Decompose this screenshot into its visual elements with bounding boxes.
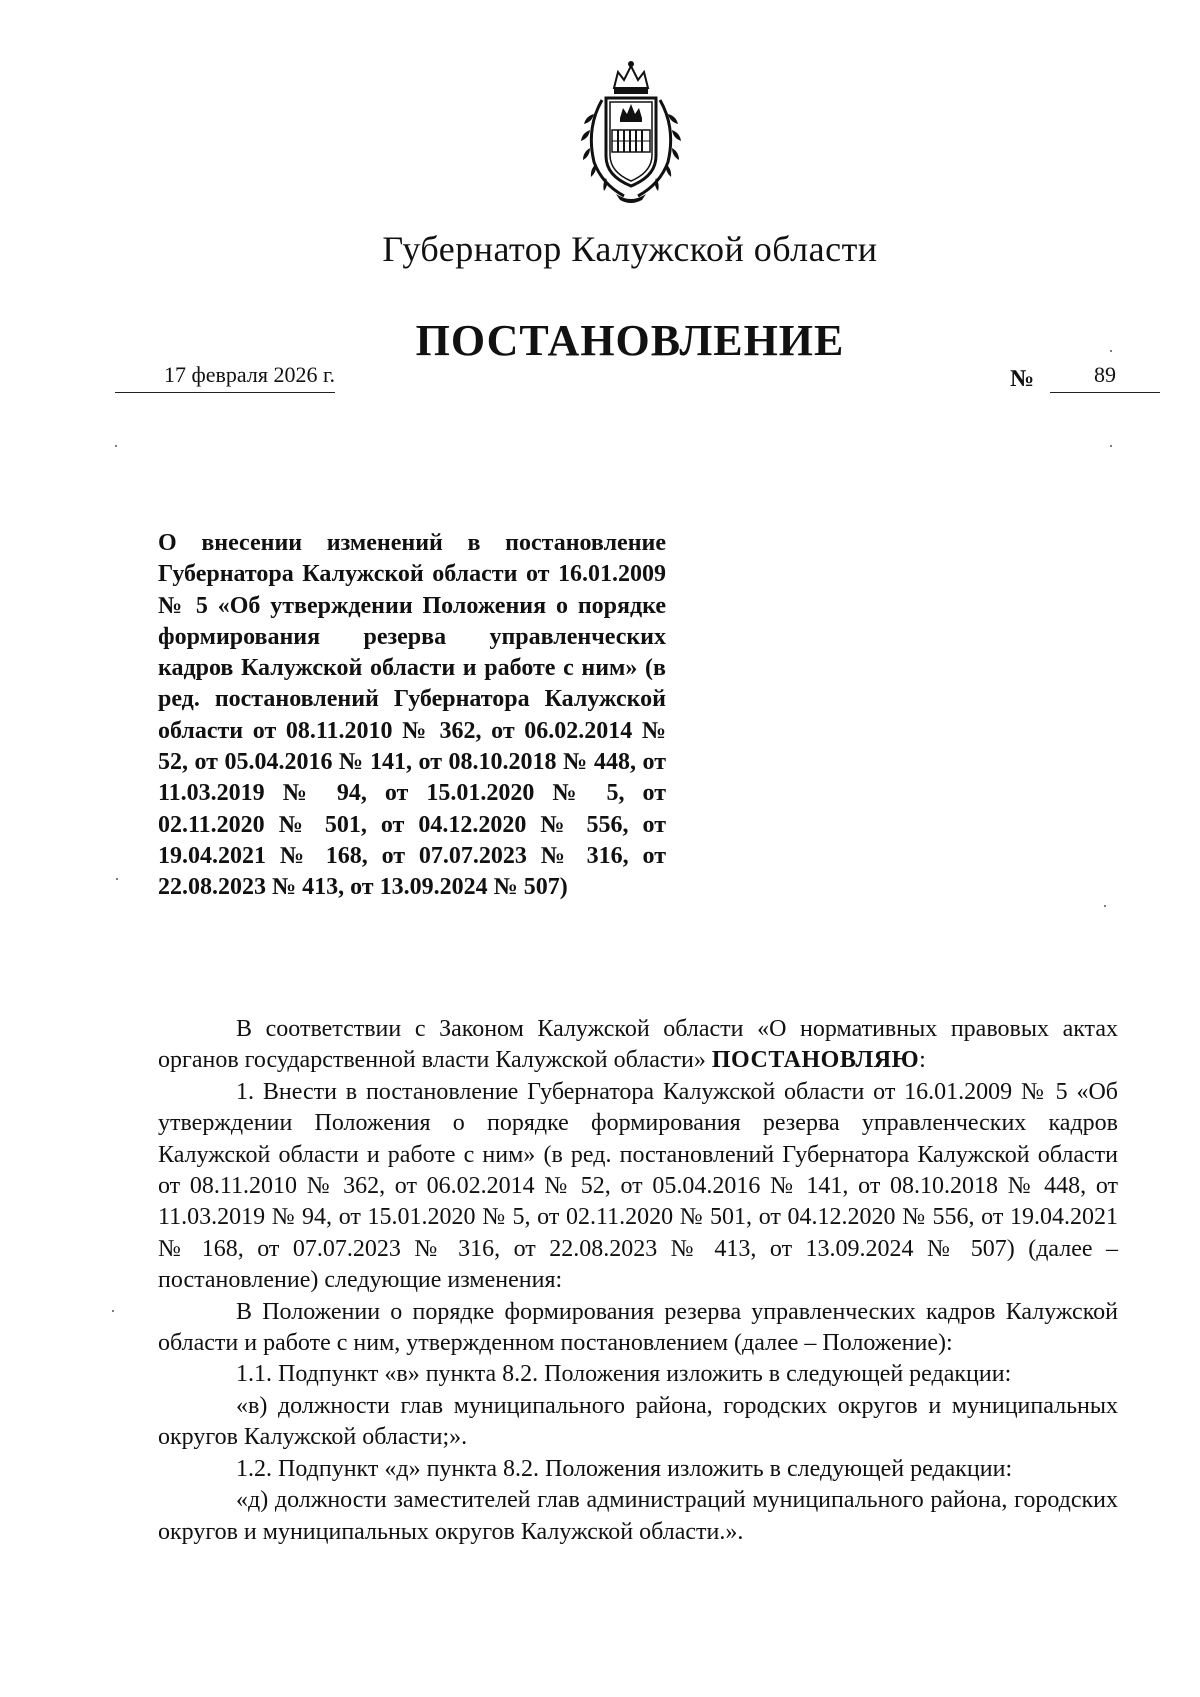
- preamble-text: В соответствии с Законом Калужской области «О нормативных правовых актах органов государственной власти Калужской области»: [158, 1016, 1118, 1074]
- number-sign: №: [1010, 366, 1035, 392]
- scan-speck: [1110, 445, 1112, 447]
- scan-speck: [1110, 350, 1112, 352]
- preamble-end: :: [919, 1047, 926, 1074]
- scan-speck: [116, 878, 118, 880]
- preamble-paragraph: [158, 1014, 1118, 1077]
- scan-speck: [1104, 905, 1106, 907]
- resolve-keyword: ПОСТАНОВЛЯЮ: [711, 1047, 920, 1074]
- clause-1-2-text: «д) должности заместителей глав администраций муниципального района, городских округов и муниципальных округов Калужской области.».: [158, 1487, 1118, 1545]
- clause-intro-paragraph: В Положении о порядке формирования резерва управленческих кадров Калужской области и работе с ним, утвержденном постановлением (далее – Положение):: [158, 1298, 1118, 1357]
- coat-of-arms-icon: [572, 58, 690, 206]
- document-date: 17 февраля 2026 г.: [115, 362, 335, 393]
- document-number: 89: [1050, 362, 1160, 393]
- document-body: [158, 1014, 1118, 1548]
- scan-speck: [115, 445, 117, 447]
- clause-1-1-paragraph: 1.1. Подпункт «в» пункта 8.2. Положения изложить в следующей редакции:: [236, 1361, 1012, 1388]
- document-title: О внесении изменений в постановление Губернатора Калужской области от 16.01.2009 № 5 «Об утверждении Положения о порядке формирования резерва управленческих кадров Калужской области и работе с ним» (в ред. постановлений Губернатора Калужской области от 08.11.2010 № 362, от 06.02.2014 № 52, от 05.04.2016 № 141, от 08.10.2018 № 448, от 11.03.2019 № 94, от 15.01.2020 № 5, от 02.11.2020 № 501, от 04.12.2020 № 556, от 19.04.2021 № 168, от 07.07.2023 № 316, от 22.08.2023 № 413, от 13.09.2024 № 507): [158, 530, 666, 901]
- clause-1-1-text: «в) должности глав муниципального района, городских округов и муниципальных округов Калужской области;».: [158, 1392, 1118, 1451]
- clause-1-paragraph: 1. Внести в постановление Губернатора Калужской области от 16.01.2009 № 5 «Об утверждении Положения о порядке формирования резерва управленческих кадров Калужской области и работе с ним» (в ред. постановлений Губернатора Калужской области от 08.11.2010 № 362, от 06.02.2014 № 52, от 05.04.2016 № 141, от 08.10.2018 № 448, от 11.03.2019 № 94, от 15.01.2020 № 5, от 02.11.2020 № 501, от 04.12.2020 № 556, от 19.04.2021 № 168, от 07.07.2023 № 316, от 22.08.2023 № 413, от 13.09.2024 № 507) (далее – постановление) следующие изменения:: [158, 1078, 1118, 1294]
- scan-speck: [112, 1310, 114, 1312]
- document-type-heading: ПОСТАНОВЛЕНИЕ: [415, 316, 845, 365]
- clause-1-2-paragraph: 1.2. Подпункт «д» пункта 8.2. Положения изложить в следующей редакции:: [236, 1455, 1013, 1482]
- issuing-authority: Губернатор Калужской области: [382, 229, 878, 269]
